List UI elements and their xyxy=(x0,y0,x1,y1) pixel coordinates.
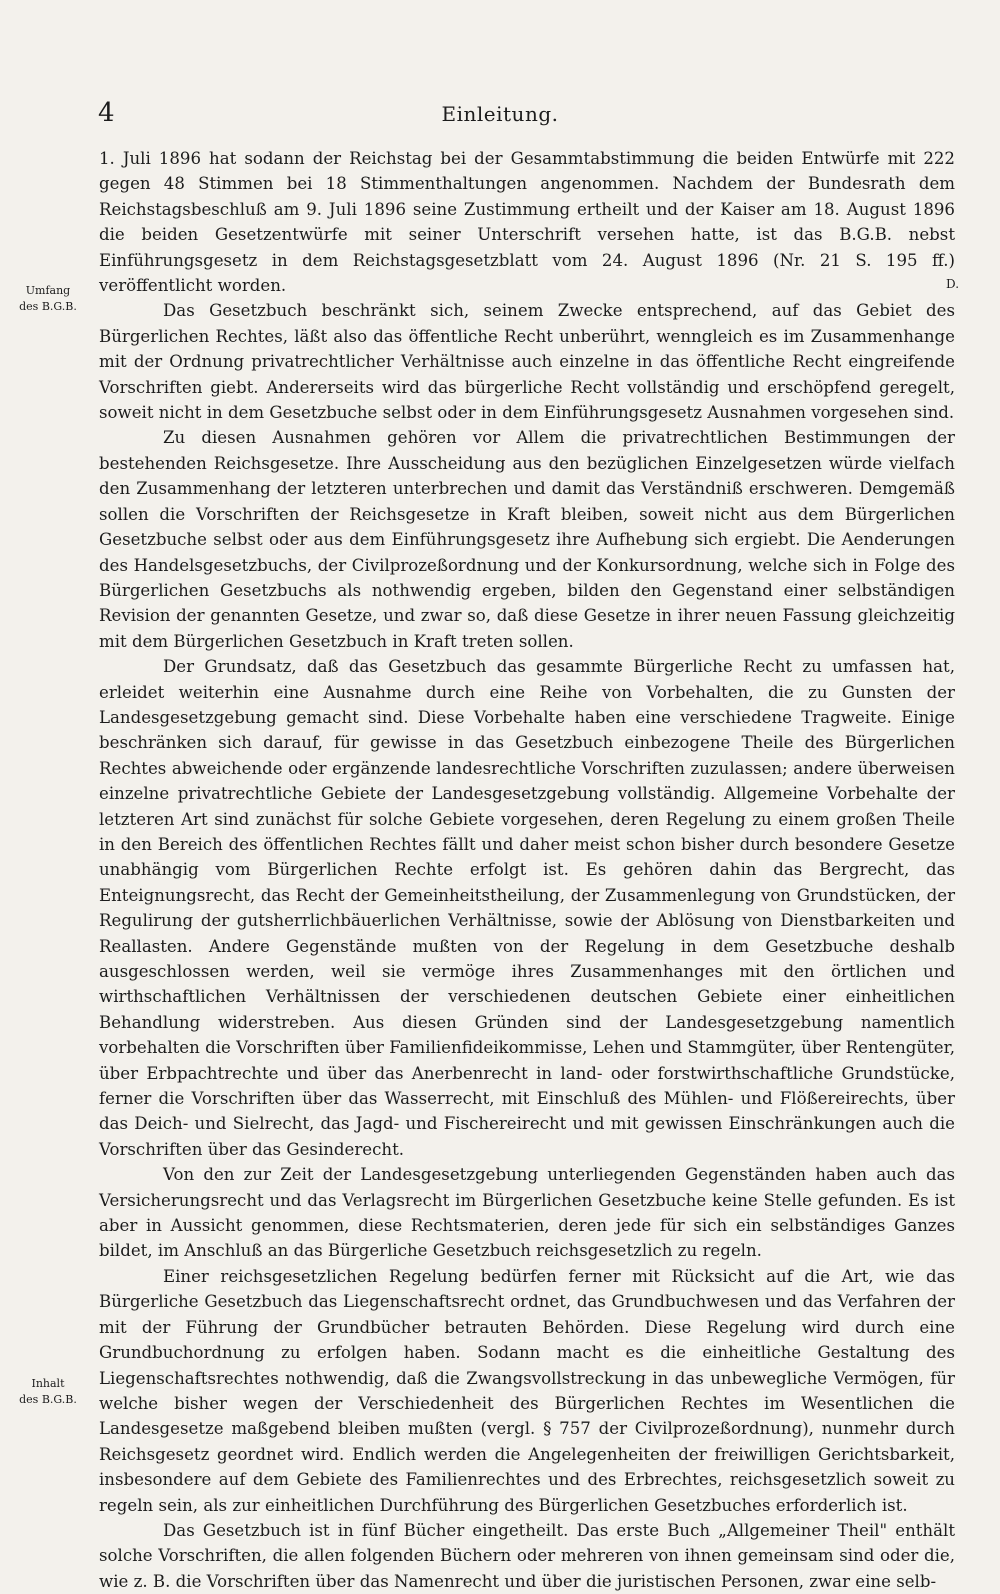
body-text xyxy=(99,146,955,1594)
margin-note-inhalt xyxy=(8,1376,88,1408)
paragraph: Von den zur Zeit der Landesgesetzgebung unterliegenden Gegenständen haben auch das Versicherungsrecht und das Verlagsrecht im Bürgerlichen Gesetzbuche keine Stelle gefunden. Es ist aber in Aussicht genommen, diese Rechtsmaterien, deren jede für sich ein selbständiges Ganzes bildet, im Anschluß an das Bürgerliche Gesetzbuch reichsgesetzlich zu regeln. xyxy=(99,1165,955,1261)
page-header xyxy=(0,98,1000,138)
paragraph: 1. Juli 1896 hat sodann der Reichstag bei der Gesammtabstimmung die beiden Entwürfe mit 222 gegen 48 Stimmen bei 18 Stimmenthaltungen angenommen. Nachdem der Bundesrath dem Reichstagsbeschluß am 9. Juli 1896 seine Zustimmung ertheilt und der Kaiser am 18. August 1896 die beiden Gesetzentwürfe mit seiner Unterschrift versehen hatte, ist das B.G.B. nebst Einführungsgesetz in dem Reichstagsgesetzblatt vom 24. August 1896 (Nr. 21 S. 195 ff.) veröffentlicht worden. xyxy=(99,149,955,296)
running-title: Einleitung. xyxy=(441,102,559,126)
paragraph: Der Grundsatz, daß das Gesetzbuch das gesammte Bürgerliche Recht zu umfassen hat, erleidet weiterhin eine Ausnahme durch eine Reihe von Vorbehalten, die zu Gunsten der Landesgesetzgebung gemacht sind. Diese Vorbehalte haben eine verschiedene Tragweite. Einige beschränken sich darauf, für gewisse in das Gesetzbuch einbezogene Theile des Bürgerlichen Rechtes abweichende oder ergänzende landesrechtliche Vorschriften zuzulassen; andere überweisen einzelne privatrechtliche Gebiete der Landesgesetzgebung vollständig. Allgemeine Vorbehalte der letzteren Art sind zunächst für solche Gebiete vorgesehen, deren Regelung zu einem großen Theile in den Bereich des öffentlichen Rechtes fällt und daher meist schon bisher durch besondere Gesetze unabhängig vom Bürgerlichen Rechte erfolgt ist. Es gehören dahin das Bergrecht, das Enteignungsrecht, das Recht der Gemeinheitstheilung, der Zusammenlegung von Grundstücken, der Regulirung der gutsherrlichbäuerlichen Verhältnisse, sowie der Ablösung von Dienstbarkeiten und Reallasten. Andere Gegenstände mußten von der Regelung in dem Gesetzbuche deshalb ausgeschlossen werden, weil sie vermöge ihres Zusammenhanges mit den örtlichen und wirthschaftlichen Verhältnissen der verschiedenen deutschen Gebiete einer einheitlichen Behandlung widerstreben. Aus diesen Gründen sind der Landesgesetzgebung namentlich vorbehalten die Vorschriften über Familienfideikommisse, Lehen und Stammgüter, über Rentengüter, über Erbpachtrechte und über das Anerbenrecht in land- oder forstwirthschaftliche Grundstücke, ferner die Vorschriften über das Wasserrecht, mit Einschluß des Mühlen- und Flößereirechts, über das Deich- und Sielrecht, das Jagd- und Fischereirecht und mit gewissen Einschränkungen auch die Vorschriften über das Gesinderecht. xyxy=(99,657,955,1159)
paragraph: Das Gesetzbuch ist in fünf Bücher eingetheilt. Das erste Buch „Allgemeiner Theil" enthält solche Vorschriften, die allen folgenden Büchern oder mehreren von ihnen gemeinsam sind oder die, wie z. B. die Vorschriften über das Namenrecht und über die juristischen Personen, zwar eine selb- xyxy=(99,1520,955,1591)
paragraph: Einer reichsgesetzlichen Regelung bedürfen ferner mit Rücksicht auf die Art, wie das Bürgerliche Gesetzbuch das Liegenschaftsrecht ordnet, das Grundbuchwesen und das Verfahren der mit der Führung der Grundbücher betrauten Behörden. Diese Regelung wird durch eine Grundbuchordnung zu erfolgen haben. Sodann macht es die einheitliche Gestaltung des Liegenschaftsrechtes nothwendig, daß die Zwangsvollstreckung in das unbewegliche Vermögen, für welche bisher wegen der Verschiedenheit des Bürgerlichen Rechtes im Wesentlichen die Landesgesetze maßgebend bleiben mußten (vergl. § 757 der Civilprozeßordnung), nunmehr durch Reichsgesetz geordnet wird. Endlich werden die Angelegenheiten der freiwilligen Gerichtsbarkeit, insbesondere auf dem Gebiete des Familienrechtes und des Erbrechtes, reichsgesetzlich soweit zu regeln sein, als zur einheitlichen Durchführung des Bürgerlichen Gesetzbuches erforderlich ist. xyxy=(99,1266,955,1515)
edge-mark: D. xyxy=(946,277,960,291)
margin-note-line: des B.G.B. xyxy=(19,1393,77,1406)
margin-note-line: Umfang xyxy=(25,284,71,297)
margin-note-umfang xyxy=(8,283,88,315)
margin-note-line: Inhalt xyxy=(31,1377,65,1390)
page-number: 4 xyxy=(98,98,115,128)
paragraph: Das Gesetzbuch beschränkt sich, seinem Zwecke entsprechend, auf das Gebiet des Bürgerlichen Rechtes, läßt also das öffentliche Recht unberührt, wenngleich es im Zusammenhange mit der Ordnung privatrechtlicher Verhältnisse auch einzelne in das öffentliche Recht eingreifende Vorschriften giebt. Andererseits wird das bürgerliche Recht vollständig und erschöpfend geregelt, soweit nicht in dem Gesetzbuche selbst oder in dem Einführungsgesetz Ausnahmen vorgesehen sind. xyxy=(99,301,955,423)
margin-note-line: des B.G.B. xyxy=(19,300,77,313)
paragraph: Zu diesen Ausnahmen gehören vor Allem die privatrechtlichen Bestimmungen der bestehenden Reichsgesetze. Ihre Ausscheidung aus den bezüglichen Einzelgesetzen würde vielfach den Zusammenhang der letzteren unterbrechen und damit das Verständniß erschweren. Demgemäß sollen die Vorschriften der Reichsgesetze in Kraft bleiben, soweit nicht aus dem Bürgerlichen Gesetzbuche selbst oder aus dem Einführungsgesetz ihre Aufhebung sich ergiebt. Die Aenderungen des Handelsgesetzbuchs, der Civilprozeßordnung und der Konkursordnung, welche sich in Folge des Bürgerlichen Gesetzbuchs als nothwendig ergeben, bilden den Gegenstand einer selbständigen Revision der genannten Gesetze, und zwar so, daß diese Gesetze in ihrer neuen Fassung gleichzeitig mit dem Bürgerlichen Gesetzbuch in Kraft treten sollen. xyxy=(99,428,955,651)
